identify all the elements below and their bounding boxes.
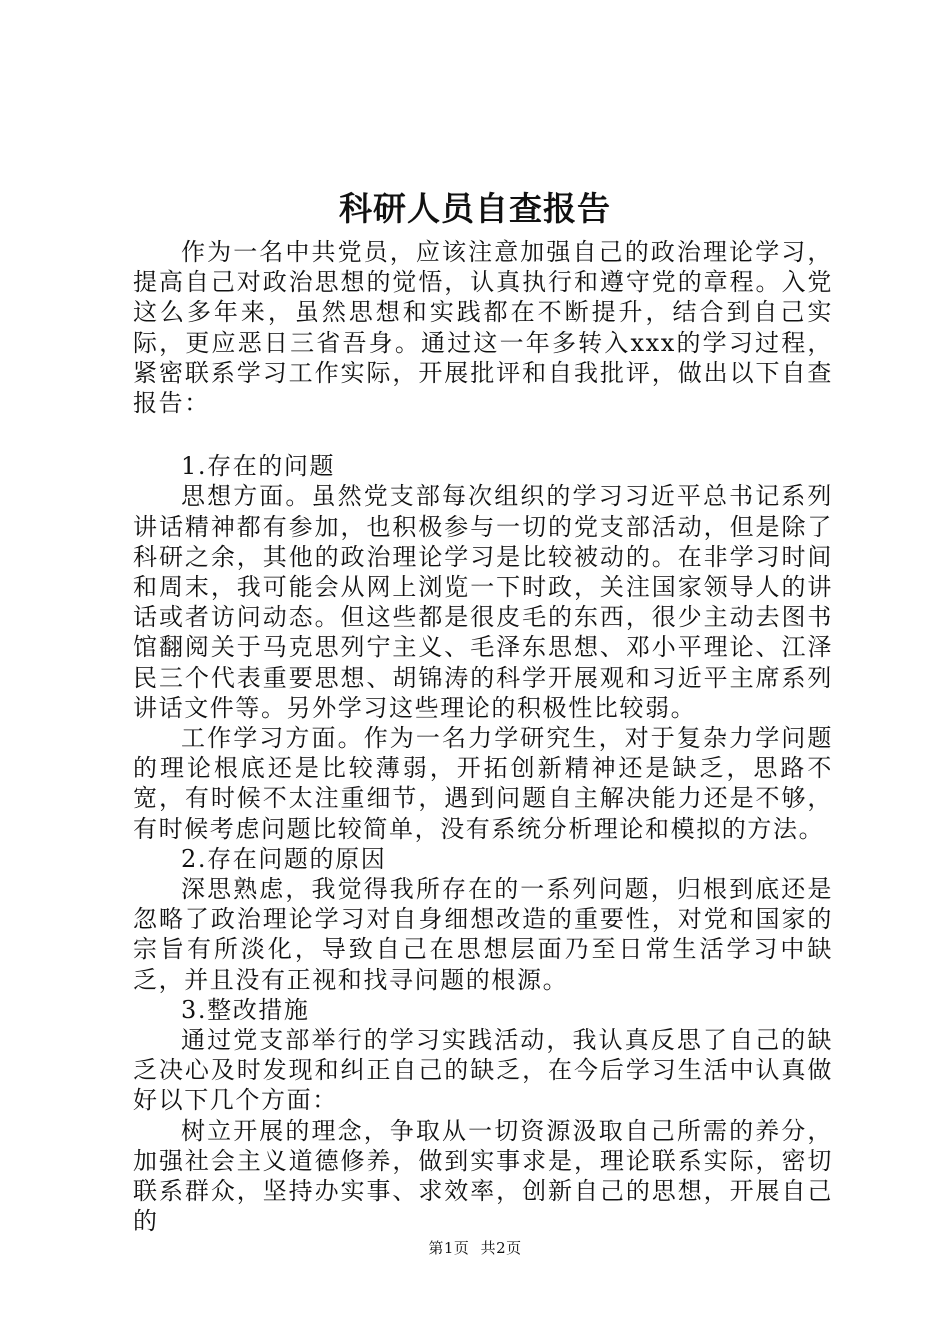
document-body — [133, 237, 833, 1237]
paragraph-measures-detail: 树立开展的理念，争取从一切资源汲取自己所需的养分，加强社会主义道德修养，做到实事求是，理论联系实际，密切联系群众，坚持办实事、求效率，创新自己的思想，开展自己的 — [133, 1116, 833, 1236]
paragraph-ideology: 思想方面。虽然党支部每次组织的学习习近平总书记系列讲话精神都有参加，也积极参与一切的党支部活动，但是除了科研之余，其他的政治理论学习是比较被动的。在非学习时间和周末，我可能会从网上浏览一下时政，关注国家领导人的讲话或者访问动态。但这些都是很皮毛的东西，很少主动去图书馆翻阅关于马克思列宁主义、毛泽东思想、邓小平理论、江泽民三个代表重要思想、胡锦涛的科学开展观和习近平主席系列讲话文件等。另外学习这些理论的积极性比较弱。 — [133, 482, 833, 722]
paragraph-causes: 深思熟虑，我觉得我所存在的一系列问题，归根到底还是忽略了政治理论学习对自身细想改造的重要性，对党和国家的宗旨有所淡化，导致自己在思想层面乃至日常生活学习中缺乏，并且没有正视和找寻问题的根源。 — [133, 875, 833, 994]
page-number: 第1页 — [428, 1239, 470, 1257]
intro-paragraph: 作为一名中共党员，应该注意加强自己的政治理论学习，提高自己对政治思想的觉悟，认真执行和遵守党的章程。入党这么多年来，虽然思想和实践都在不断提升，结合到自己实际，更应恶日三省吾身。通过这一年多转入xxx的学习过程，紧密联系学习工作实际，开展批评和自我批评，做出以下自查报告： — [133, 238, 833, 418]
section-heading-causes: 2.存在问题的原因 — [181, 844, 387, 873]
paragraph-measures-intro: 通过党支部举行的学习实践活动，我认真反思了自己的缺乏决心及时发现和纠正自己的缺乏，在今后学习生活中认真做好以下几个方面： — [133, 1026, 833, 1115]
page-footer — [0, 1238, 950, 1258]
page-total: 共2页 — [480, 1239, 522, 1257]
paragraph-work-study: 工作学习方面。作为一名力学研究生，对于复杂力学问题的理论根底还是比较薄弱，开拓创新精神还是缺乏，思路不宽，有时候不太注重细节，遇到问题自主解决能力还是不够，有时候考虑问题比较简单，没有系统分析理论和模拟的方法。 — [133, 724, 833, 843]
section-heading-problems: 1.存在的问题 — [181, 452, 336, 481]
paragraph-spacer — [133, 418, 833, 451]
section-heading-measures: 3.整改措施 — [181, 995, 310, 1024]
document-title: 科研人员自查报告 — [339, 189, 611, 228]
